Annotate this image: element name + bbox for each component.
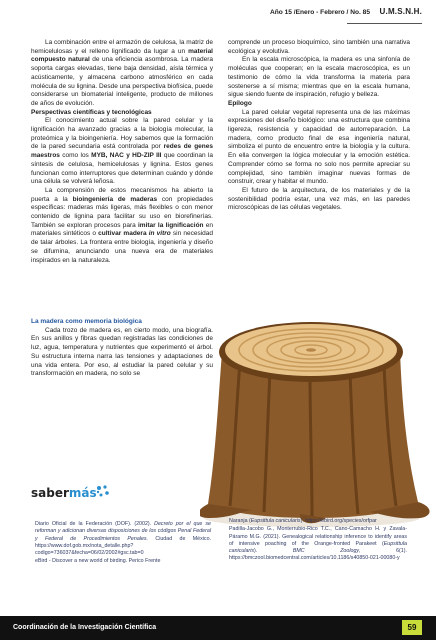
page-number: 59 — [402, 620, 422, 635]
logo-text-b: más — [68, 486, 97, 500]
left-column-bottom — [31, 318, 213, 379]
references-right — [229, 518, 407, 564]
page-header — [14, 6, 422, 22]
header-rule — [347, 23, 422, 24]
issue-info: Año 15 /Enero - Febrero / No. 85 — [269, 9, 370, 16]
paragraph: La comprensión de estos mecanismos ha abierto la puerta a la bioingeniería de maderas con propiedades específicas: maderas más ligeras, más flexibles o con menor contenido de lignina para facilitar su uso en biorefinerías. También se exploran procesos para imitar la lignificación en materiales sintéticos o cultivar madera in vitro sin necesidad de talar árboles. La frontera entre biología, ingeniería y diseño se difumina, anunciando una nueva era de materiales inspirados en la naturaleza. — [31, 186, 214, 264]
footer-label: Coordinación de la Investigación Científica — [13, 624, 157, 631]
paragraph: En la escala microscópica, la madera es una sinfonía de moléculas que cooperan; en la escala macroscópica, es un testimonio de cómo la vida transforma la materia para sostenerse a sí misma; mientras que en la escala humana, sigue siendo fuente de inspiración, refugio y belleza. — [228, 56, 410, 99]
paragraph: Cada trozo de madera es, en cierto modo, una biografía. En sus anillos y fibras quedan registradas las condiciones de luz, agua, temperatura y nutrientes que experimentó el árbol. Su estructura interna narra las tensiones y adaptaciones de una vida entera. Por eso, al estudiar la pared celular y su transformación en madera, no solo se — [31, 326, 213, 378]
logo-dots-icon — [95, 484, 111, 500]
ring-center — [306, 348, 316, 352]
brand-label: U.M.S.N.H. — [379, 7, 422, 16]
paragraph: El futuro de la arquitectura, de los materiales y de la sostenibilidad podría estar, una vez más, en las paredes microscópicas de las células vegetales. — [228, 186, 410, 212]
left-column-top — [31, 39, 213, 265]
sabermas-logo — [31, 482, 141, 502]
paragraph: La combinación entre el armazón de celulosa, la matriz de hemicelulosas y el relleno lignificado da lugar a un material compuesto natural de una eficiencia asombrosa. La madera soporta cargas elevadas, tiene baja densidad, aísla térmica y acústicamente, y almacena carbono atmosférico en cada molécula de su lignina. Desde una perspectiva biofísica, puede considerarse un biomaterial inteligente, producto de millones de años de evolución. — [31, 39, 214, 107]
right-column-top — [228, 39, 410, 213]
reference-item: Naranja (Eupsittula canicularis). https://ebird.org/species/orfpar — [229, 518, 377, 524]
reference-item: eBird - Discover a new world of birding. Perico Frente — [35, 558, 161, 565]
page-footer — [0, 616, 436, 640]
section-heading: La madera como memoria biológica — [31, 318, 142, 325]
references-section — [31, 482, 411, 602]
section-heading: Perspectivas científicas y tecnológicas — [31, 108, 152, 116]
references-left — [35, 521, 211, 567]
paragraph: El conocimiento actual sobre la pared celular y la lignificación ha avanzado gracias a la biología molecular, la proteómica y la bioingeniería. Hoy sabemos que la formación de la pared secundaria está controlada por redes de genes maestros como los MYB, NAC y HD-ZIP III que coordinan la síntesis de celulosa, hemicelulosas y lignina. Estos genes funcionan como interruptores que determinan cuándo y dónde una célula se volverá leñosa. — [31, 117, 214, 186]
section-heading: Epílogo — [228, 99, 252, 107]
paragraph: comprende un proceso bioquímico, sino también una narrativa ecológica y evolutiva. — [228, 39, 410, 55]
paragraph: La pared celular vegetal representa una de las máximas expresiones del diseño biológico: una estructura que combina ligereza, resistencia y capacidad de autorreparación. La madera, como producto final de esa ingeniería natural, simboliza el punto de encuentro entre la biología y la cultura. En ella convergen la lógica molecular y la emoción estética. Comprender cómo se forma no solo nos permite apreciar su complejidad, sino también imaginar nuevas formas de construir, crear y habitar el mundo. — [228, 108, 410, 186]
logo-text-a: saber — [31, 486, 69, 500]
reference-item: Padilla-Jacobo G., Monterrubio-Rico T.C., Cano-Camacho H. y Zavala-Páramo M.G. (2021). Genealogical relationship inference to identify areas of intensive poaching of the Orange-fronted Parakeet (Eupsittula canicularis). BMC Zoology, 6(1). https://bmczool.biomedcentral.com/articles/10.1186/s40850-021-00080-y — [229, 526, 407, 562]
reference-item: Diario Oficial de la Federación (DOF). (2002). Decreto por el que se reforman y adicionan diversas disposiciones de los códigos Penal Federal y Federal de Procedimientos Penales. Ciudad de México. https://www.dof.gob.mx/nota_detalle.php?codigo=736037&fecha=06/02/2002#gsc.tab=0 — [35, 521, 211, 557]
